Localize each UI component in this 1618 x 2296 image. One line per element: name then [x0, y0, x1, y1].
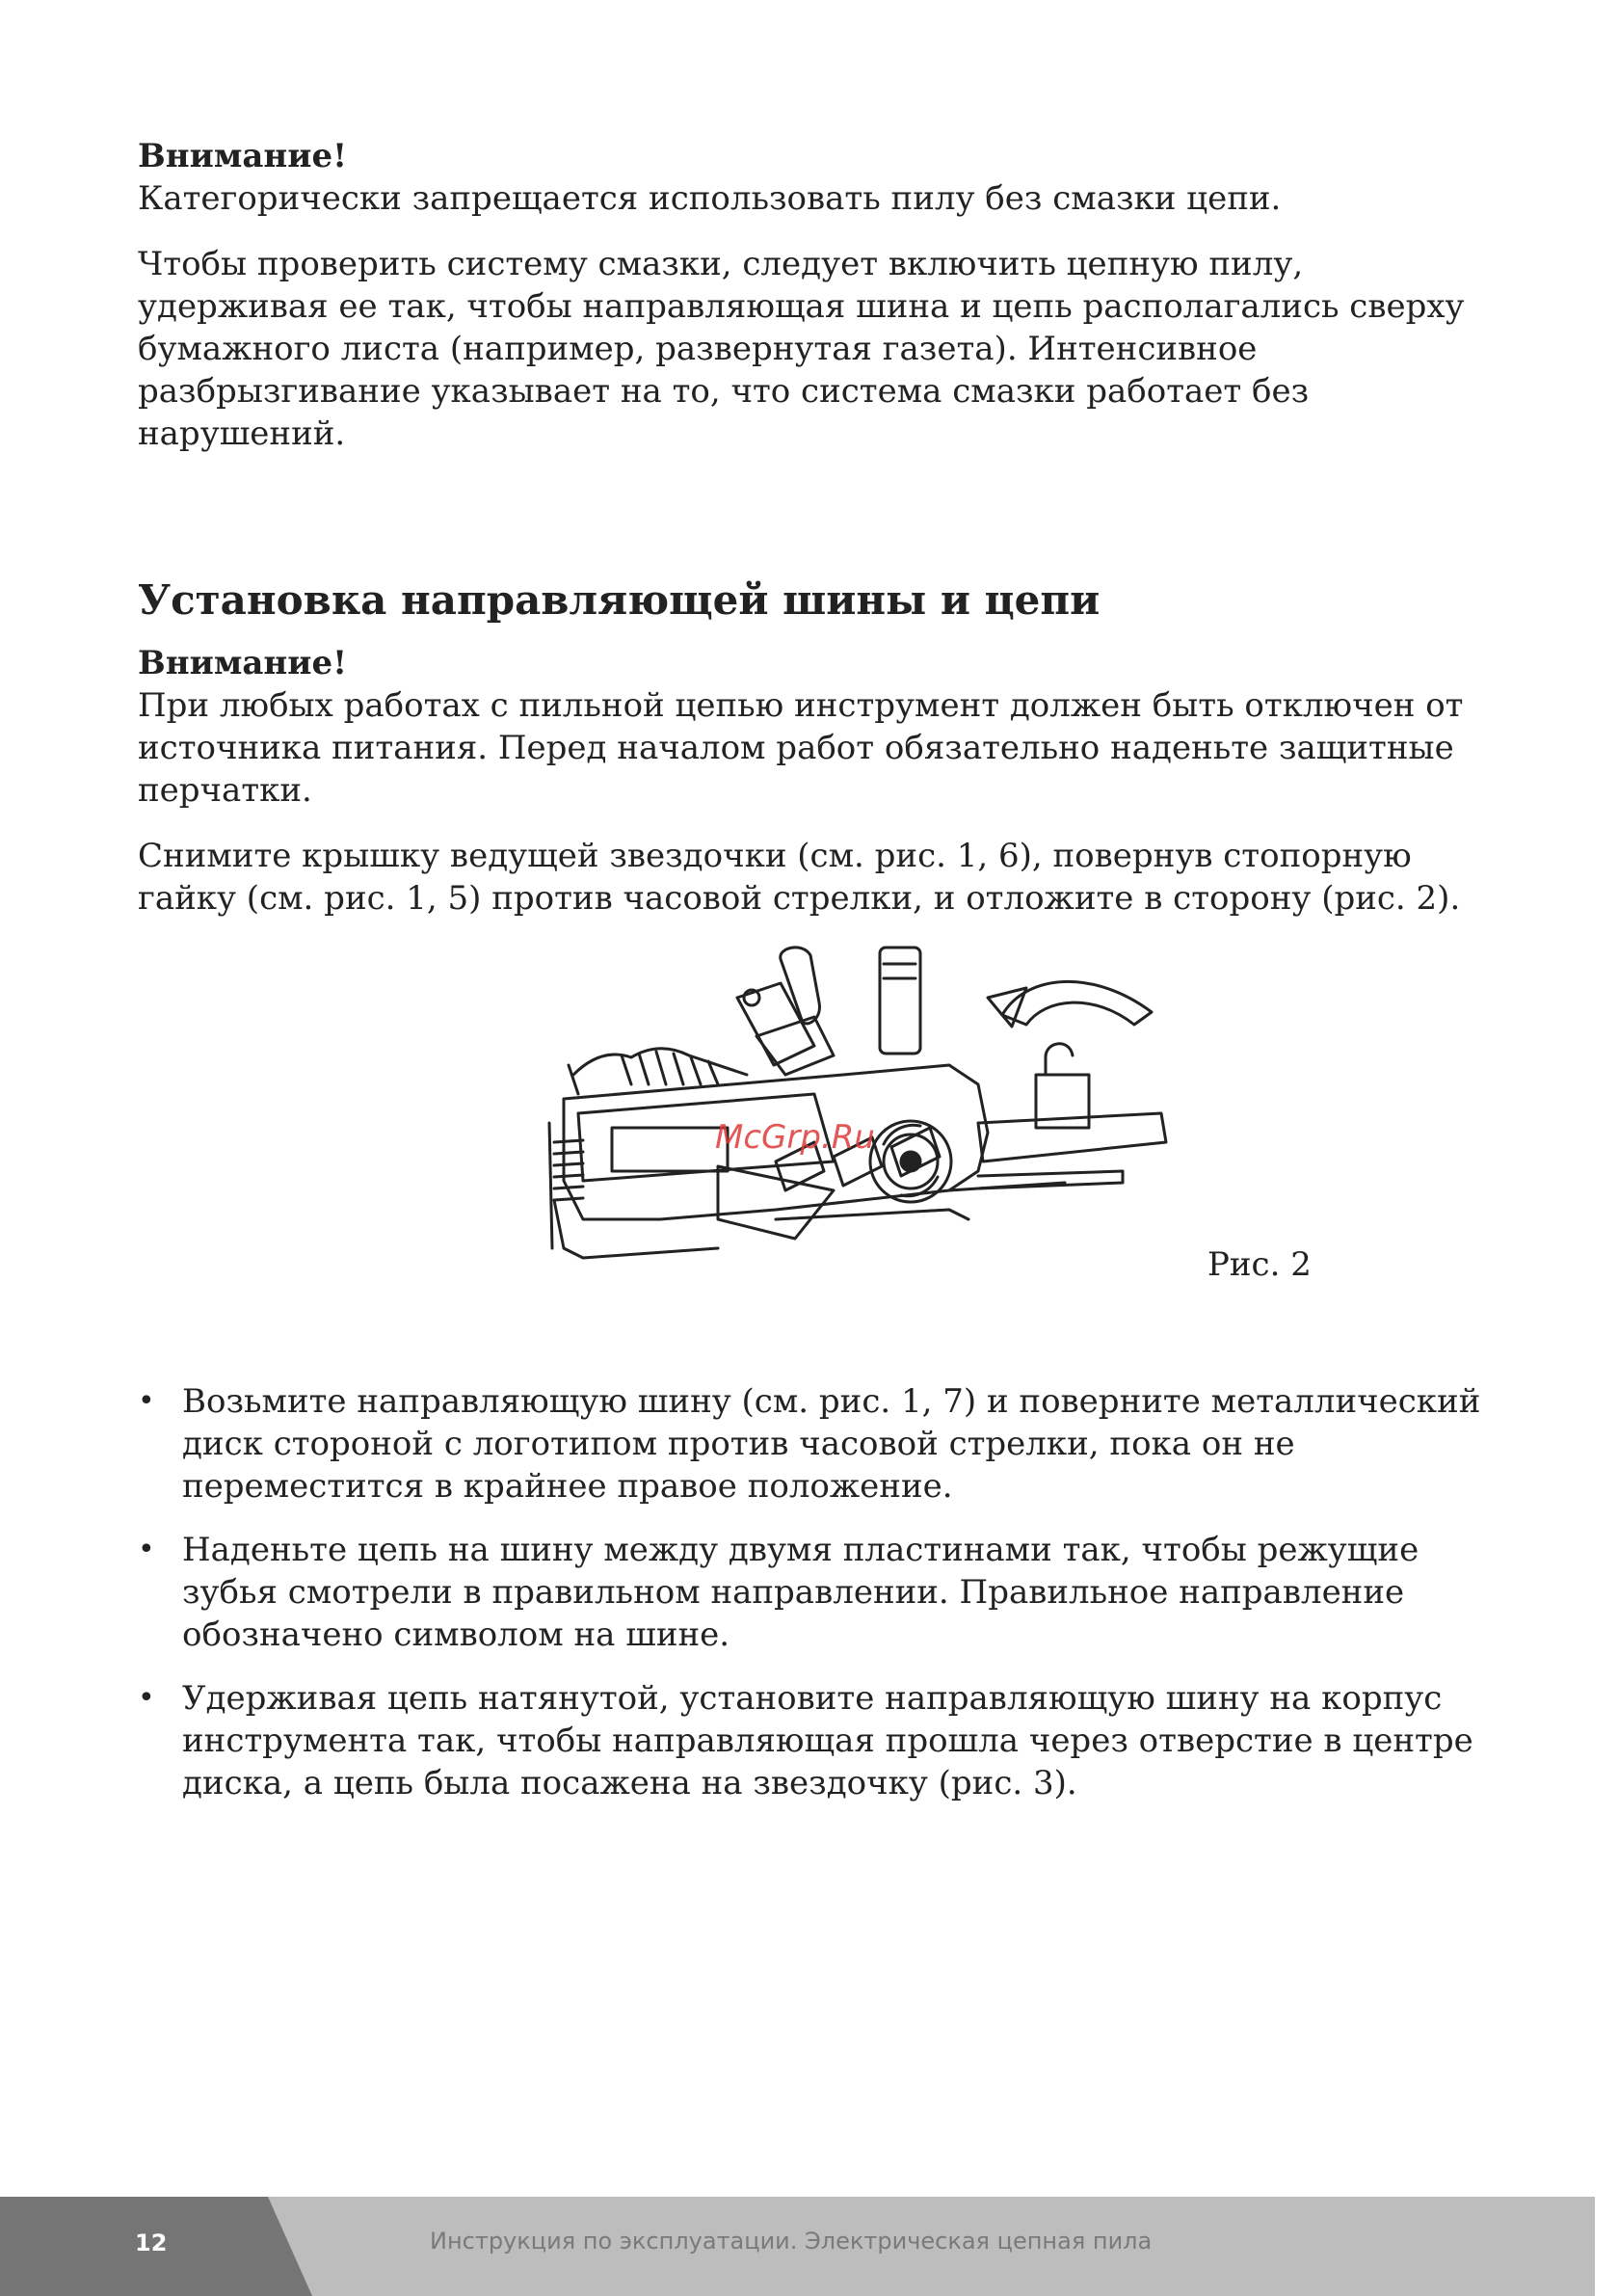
instruction-list	[138, 1380, 1487, 1826]
page-number: 12	[135, 2229, 168, 2256]
section-warning-text: При любых работах с пильной цепью инструмент должен быть отключен от источника питания. Перед началом работ обязательно наденьте защитные перчатки.	[138, 686, 1464, 810]
footer-title: Инструкция по эксплуатации. Электрическая цепная пила	[430, 2228, 1153, 2255]
bullet-icon: •	[138, 1384, 155, 1418]
page-footer	[0, 2197, 1618, 2296]
bullet-icon: •	[138, 1681, 155, 1715]
bullet-icon: •	[138, 1533, 155, 1566]
list-item-text: Возьмите направляющую шину (см. рис. 1, 7) и поверните металлический диск стороной с логотипом против часовой стрелки, пока он не переместится в крайнее правое положение.	[182, 1382, 1481, 1506]
list-item	[138, 1677, 1487, 1804]
list-item-text: Наденьте цепь на шину между двумя пластинами так, чтобы режущие зубья смотрели в правильном направлении. Правильное направление обозначено символом на шине.	[182, 1531, 1419, 1654]
warning-text: Категорически запрещается использовать пилу без смазки цепи.	[138, 179, 1282, 218]
page-content	[138, 135, 1487, 920]
warning-title: Внимание!	[138, 137, 348, 175]
lubrication-paragraph: Чтобы проверить систему смазки, следует включить цепную пилу, удерживая ее так, чтобы направляющая шина и цепь располагались сверху бумажного листа (например, развернутая газета). Интенсивное разбрызгивание указывает на то, что система смазки работает без нарушений.	[138, 245, 1465, 453]
watermark: McGrp.Ru	[715, 1118, 875, 1157]
list-item	[138, 1380, 1487, 1508]
figure-caption: Рис. 2	[1207, 1245, 1312, 1284]
list-item	[138, 1529, 1487, 1656]
section-title: Установка направляющей шины и цепи	[138, 576, 1101, 624]
section-warning-title: Внимание!	[138, 644, 348, 682]
section-paragraph: Снимите крышку ведущей звездочки (см. рис. 1, 6), повернув стопорную гайку (см. рис. 1, 5) против часовой стрелки, и отложите в сторону (рис. 2).	[138, 837, 1461, 918]
list-item-text: Удерживая цепь натянутой, установите направляющую шину на корпус инструмента так, чтобы направляющая прошла через отверстие в центре диска, а цепь была посажена на звездочку (рис. 3).	[182, 1679, 1473, 1802]
